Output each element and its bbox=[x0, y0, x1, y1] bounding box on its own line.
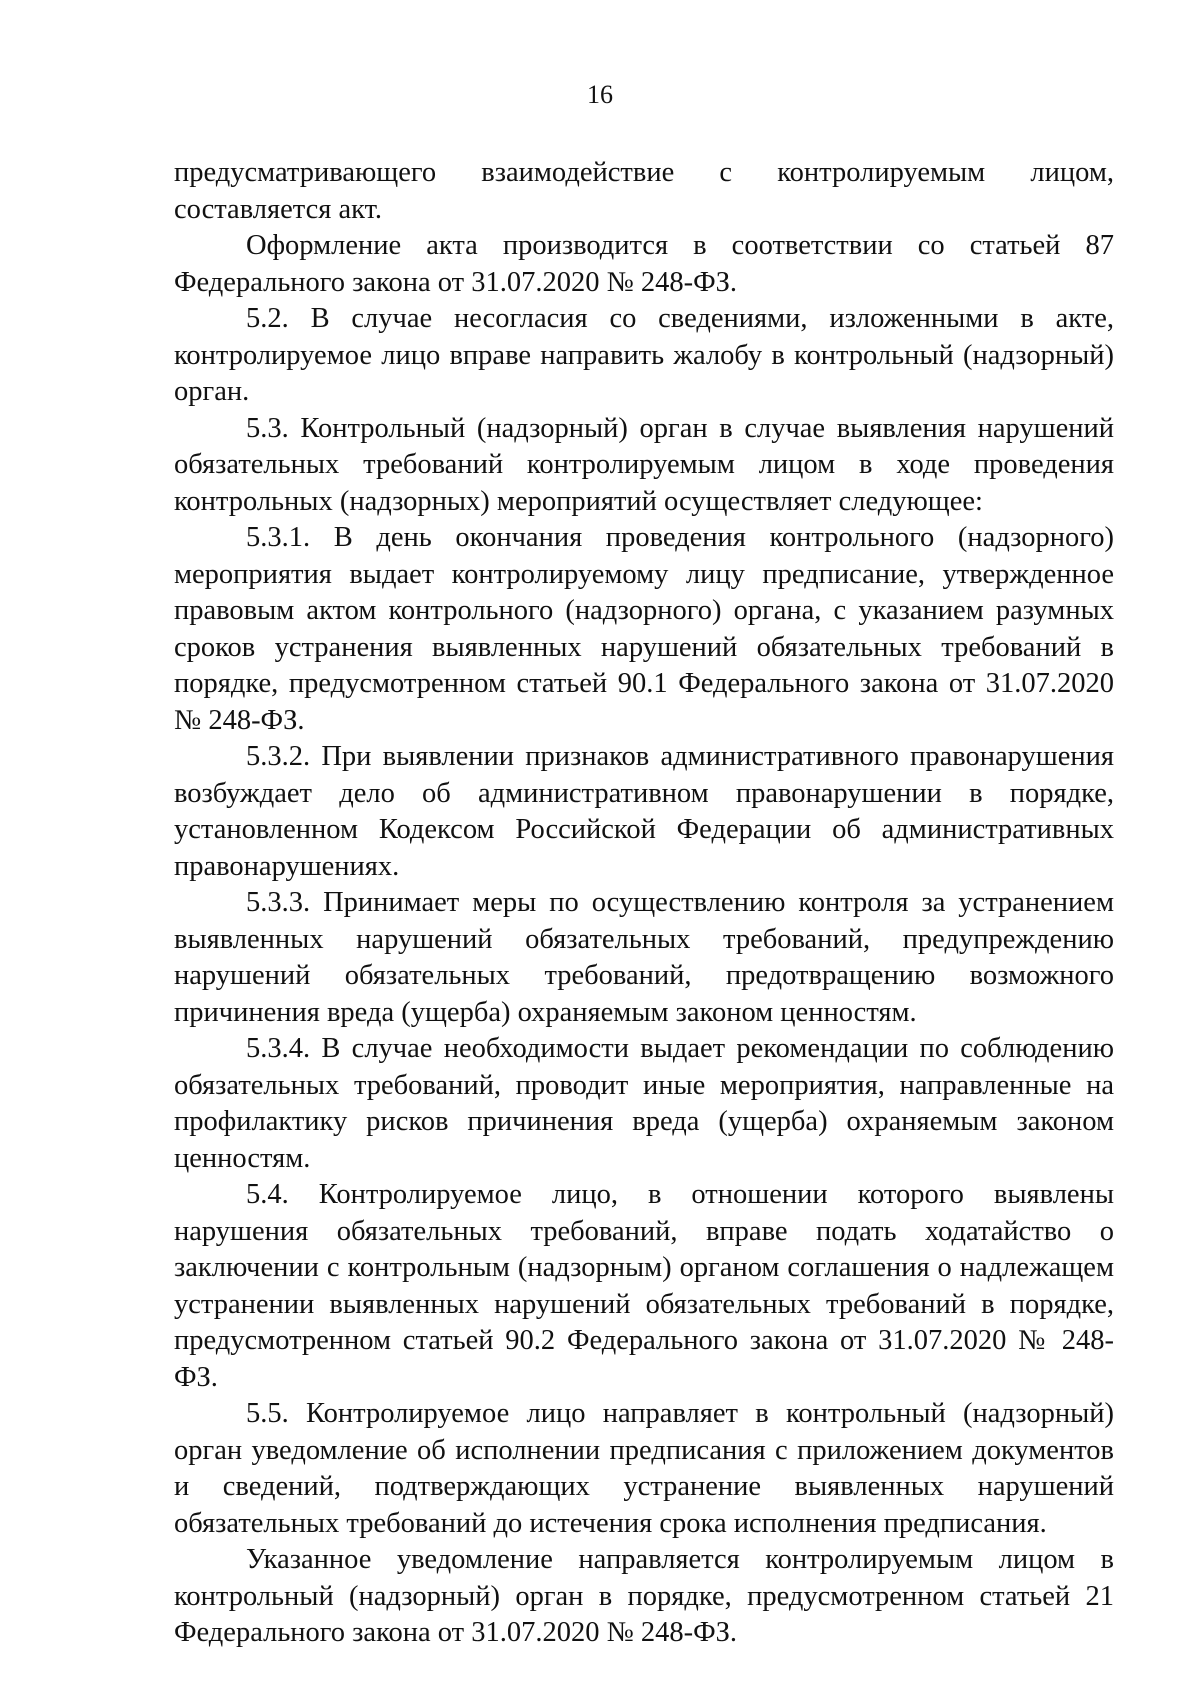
paragraph-5-5: 5.5. Контролируемое лицо направляет в контрольный (надзорный) орган уведомление об исполнении предписания с приложением документов и сведений, подтверждающих устранение выявленных нарушений обязательных требований до истечения срока исполнения предписания. bbox=[174, 1398, 1114, 1539]
paragraph-5-3-4: 5.3.4. В случае необходимости выдает рекомендации по соблюдению обязательных требований, проводит иные мероприятия, направленные на профилактику рисков причинения вреда (ущерба) охраняемым законом ценностям. bbox=[174, 1033, 1114, 1174]
paragraph-act-formalization: Оформление акта производится в соответствии со статьей 87 Федерального закона от 31.07.2020 № 248-ФЗ. bbox=[174, 230, 1114, 298]
page-number: 16 bbox=[587, 80, 613, 109]
paragraph-5-3-2: 5.3.2. При выявлении признаков административного правонарушения возбуждает дело об административном правонарушении в порядке, установленном Кодексом Российской Федерации об административных правонарушениях. bbox=[174, 741, 1114, 882]
paragraph-5-3-3: 5.3.3. Принимает меры по осуществлению контроля за устранением выявленных нарушений обязательных требований, предупреждению нарушений обязательных требований, предотвращению возможного причинения вреда (ущерба) охраняемым законом ценностям. bbox=[174, 887, 1114, 1028]
document-body bbox=[174, 155, 1114, 1652]
paragraph-notification: Указанное уведомление направляется контролируемым лицом в контрольный (надзорный) орган в порядке, предусмотренном статьей 21 Федерального закона от 31.07.2020 № 248-ФЗ. bbox=[174, 1544, 1114, 1648]
paragraph-5-2: 5.2. В случае несогласия со сведениями, изложенными в акте, контролируемое лицо вправе направить жалобу в контрольный (надзорный) орган. bbox=[174, 303, 1114, 407]
paragraph-5-4: 5.4. Контролируемое лицо, в отношении которого выявлены нарушения обязательных требований, вправе подать ходатайство о заключении с контрольным (надзорным) органом соглашения о надлежащем устранении выявленных нарушений обязательных требований в порядке, предусмотренном статьей 90.2 Федерального закона от 31.07.2020 № 248-ФЗ. bbox=[174, 1179, 1114, 1393]
paragraph-act-drawing-up: предусматривающего взаимодействие с контролируемым лицом, составляется акт. bbox=[174, 157, 1114, 225]
paragraph-5-3-1: 5.3.1. В день окончания проведения контрольного (надзорного) мероприятия выдает контролируемому лицу предписание, утвержденное правовым актом контрольного (надзорного) органа, с указанием разумных сроков устранения выявленных нарушений обязательных требований в порядке, предусмотренном статьей 90.1 Федерального закона от 31.07.2020 № 248-ФЗ. bbox=[174, 522, 1114, 736]
paragraph-5-3: 5.3. Контрольный (надзорный) орган в случае выявления нарушений обязательных требований контролируемым лицом в ходе проведения контрольных (надзорных) мероприятий осуществляет следующее: bbox=[174, 412, 1114, 517]
